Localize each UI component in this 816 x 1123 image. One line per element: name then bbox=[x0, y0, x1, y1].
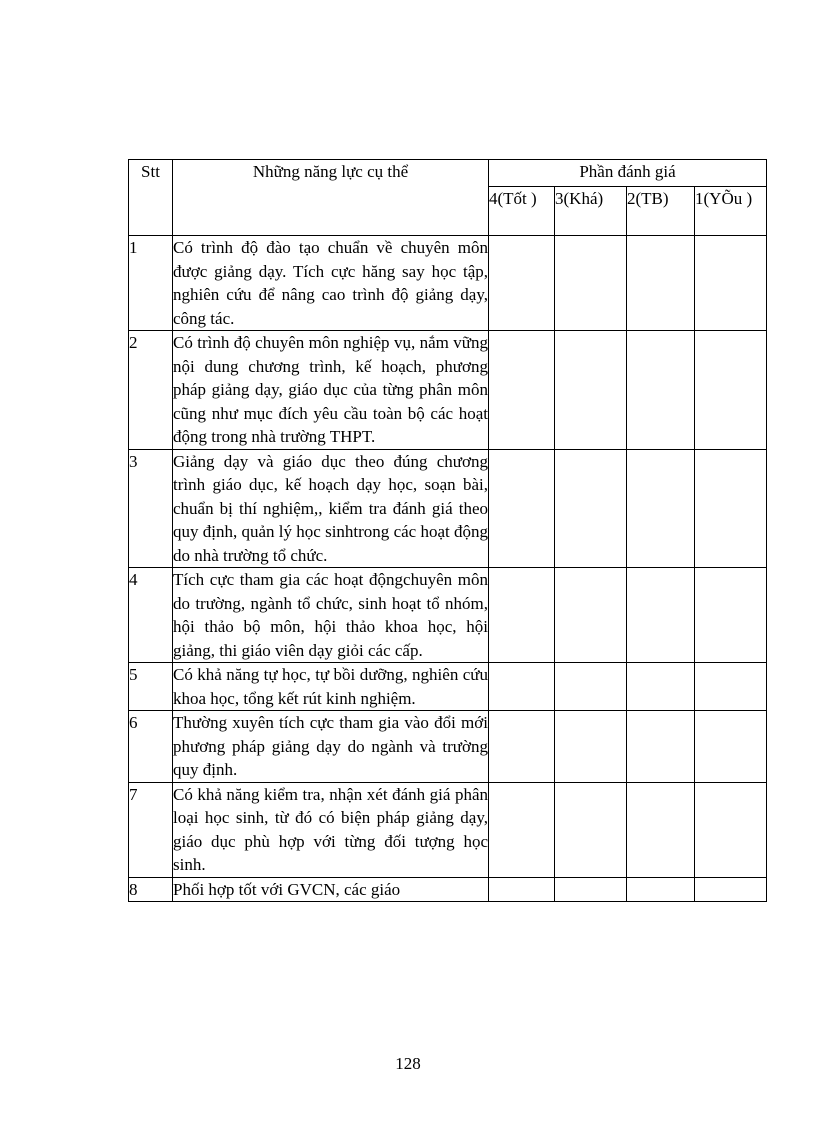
table-row bbox=[129, 663, 767, 711]
table-row bbox=[129, 236, 767, 331]
rating-cell-3 bbox=[555, 236, 627, 331]
rating-cell-2 bbox=[627, 877, 695, 902]
table-row bbox=[129, 782, 767, 877]
header-row-top bbox=[129, 160, 767, 187]
competencies-header: Những năng lực cụ thể bbox=[173, 160, 489, 236]
rating-cell-1 bbox=[695, 877, 767, 902]
row-number: 6 bbox=[129, 711, 173, 783]
rating-cell-4 bbox=[489, 331, 555, 450]
rating-cell-2 bbox=[627, 331, 695, 450]
rating-cell-2 bbox=[627, 236, 695, 331]
rating-cell-1 bbox=[695, 236, 767, 331]
competency-text: Tích cực tham gia các hoạt độngchuyên môn do trường, ngành tổ chức, sinh hoạt tổ nhóm, hội thảo bộ môn, hội thảo khoa học, hội giảng, thi giáo viên dạy giỏi các cấp. bbox=[173, 568, 489, 663]
rating-cell-2 bbox=[627, 663, 695, 711]
competency-text: Có trình độ đào tạo chuẩn về chuyên môn được giảng dạy. Tích cực hăng say học tập, nghiên cứu để nâng cao trình độ giảng dạy, công tác. bbox=[173, 236, 489, 331]
rating-cell-4 bbox=[489, 568, 555, 663]
rating-header-1: 1(YÕu ) bbox=[695, 187, 767, 236]
rating-cell-1 bbox=[695, 449, 767, 568]
competency-text: Có trình độ chuyên môn nghiệp vụ, nắm vững nội dung chương trình, kế hoạch, phương pháp giảng dạy, giáo dục của từng phân môn cũng như mục đích yêu cầu toàn bộ các hoạt động trong nhà trường THPT. bbox=[173, 331, 489, 450]
competency-evaluation-table bbox=[128, 159, 767, 902]
rating-cell-3 bbox=[555, 711, 627, 783]
competency-text: Có khả năng kiểm tra, nhận xét đánh giá phân loại học sinh, từ đó có biện pháp giảng dạy, giáo dục phù hợp với từng đối tượng học sinh. bbox=[173, 782, 489, 877]
table-row bbox=[129, 877, 767, 902]
rating-cell-2 bbox=[627, 568, 695, 663]
rating-cell-3 bbox=[555, 663, 627, 711]
competency-text: Có khả năng tự học, tự bồi dưỡng, nghiên cứu khoa học, tổng kết rút kinh nghiệm. bbox=[173, 663, 489, 711]
rating-cell-2 bbox=[627, 449, 695, 568]
rating-cell-1 bbox=[695, 663, 767, 711]
table-row bbox=[129, 711, 767, 783]
row-number: 2 bbox=[129, 331, 173, 450]
competency-text: Giảng dạy và giáo dục theo đúng chương trình giáo dục, kế hoạch dạy học, soạn bài, chuẩn bị thí nghiệm,, kiểm tra đánh giá theo quy định, quản lý học sinhtrong các hoạt động do nhà trường tổ chức. bbox=[173, 449, 489, 568]
rating-header-4: 4(Tốt ) bbox=[489, 187, 555, 236]
rating-cell-4 bbox=[489, 236, 555, 331]
row-number: 4 bbox=[129, 568, 173, 663]
table-row bbox=[129, 568, 767, 663]
rating-cell-2 bbox=[627, 782, 695, 877]
competency-text: Thường xuyên tích cực tham gia vào đổi mới phương pháp giảng dạy do ngành và trường quy định. bbox=[173, 711, 489, 783]
rating-cell-4 bbox=[489, 663, 555, 711]
rating-cell-4 bbox=[489, 877, 555, 902]
rating-cell-4 bbox=[489, 782, 555, 877]
rating-cell-1 bbox=[695, 568, 767, 663]
rating-cell-3 bbox=[555, 568, 627, 663]
rating-header-2: 2(TB) bbox=[627, 187, 695, 236]
rating-cell-4 bbox=[489, 449, 555, 568]
rating-cell-3 bbox=[555, 877, 627, 902]
row-number: 1 bbox=[129, 236, 173, 331]
rating-group-header: Phần đánh giá bbox=[489, 160, 767, 187]
row-number: 5 bbox=[129, 663, 173, 711]
table-row bbox=[129, 331, 767, 450]
rating-cell-1 bbox=[695, 331, 767, 450]
rating-cell-2 bbox=[627, 711, 695, 783]
rating-cell-3 bbox=[555, 449, 627, 568]
row-number: 7 bbox=[129, 782, 173, 877]
stt-header: Stt bbox=[129, 160, 173, 236]
table-row bbox=[129, 449, 767, 568]
rating-cell-3 bbox=[555, 782, 627, 877]
row-number: 8 bbox=[129, 877, 173, 902]
page-number: 128 bbox=[395, 1054, 421, 1073]
rating-cell-3 bbox=[555, 331, 627, 450]
rating-cell-4 bbox=[489, 711, 555, 783]
rating-cell-1 bbox=[695, 782, 767, 877]
row-number: 3 bbox=[129, 449, 173, 568]
competency-text: Phối hợp tốt với GVCN, các giáo bbox=[173, 877, 489, 902]
rating-header-3: 3(Khá) bbox=[555, 187, 627, 236]
rating-cell-1 bbox=[695, 711, 767, 783]
